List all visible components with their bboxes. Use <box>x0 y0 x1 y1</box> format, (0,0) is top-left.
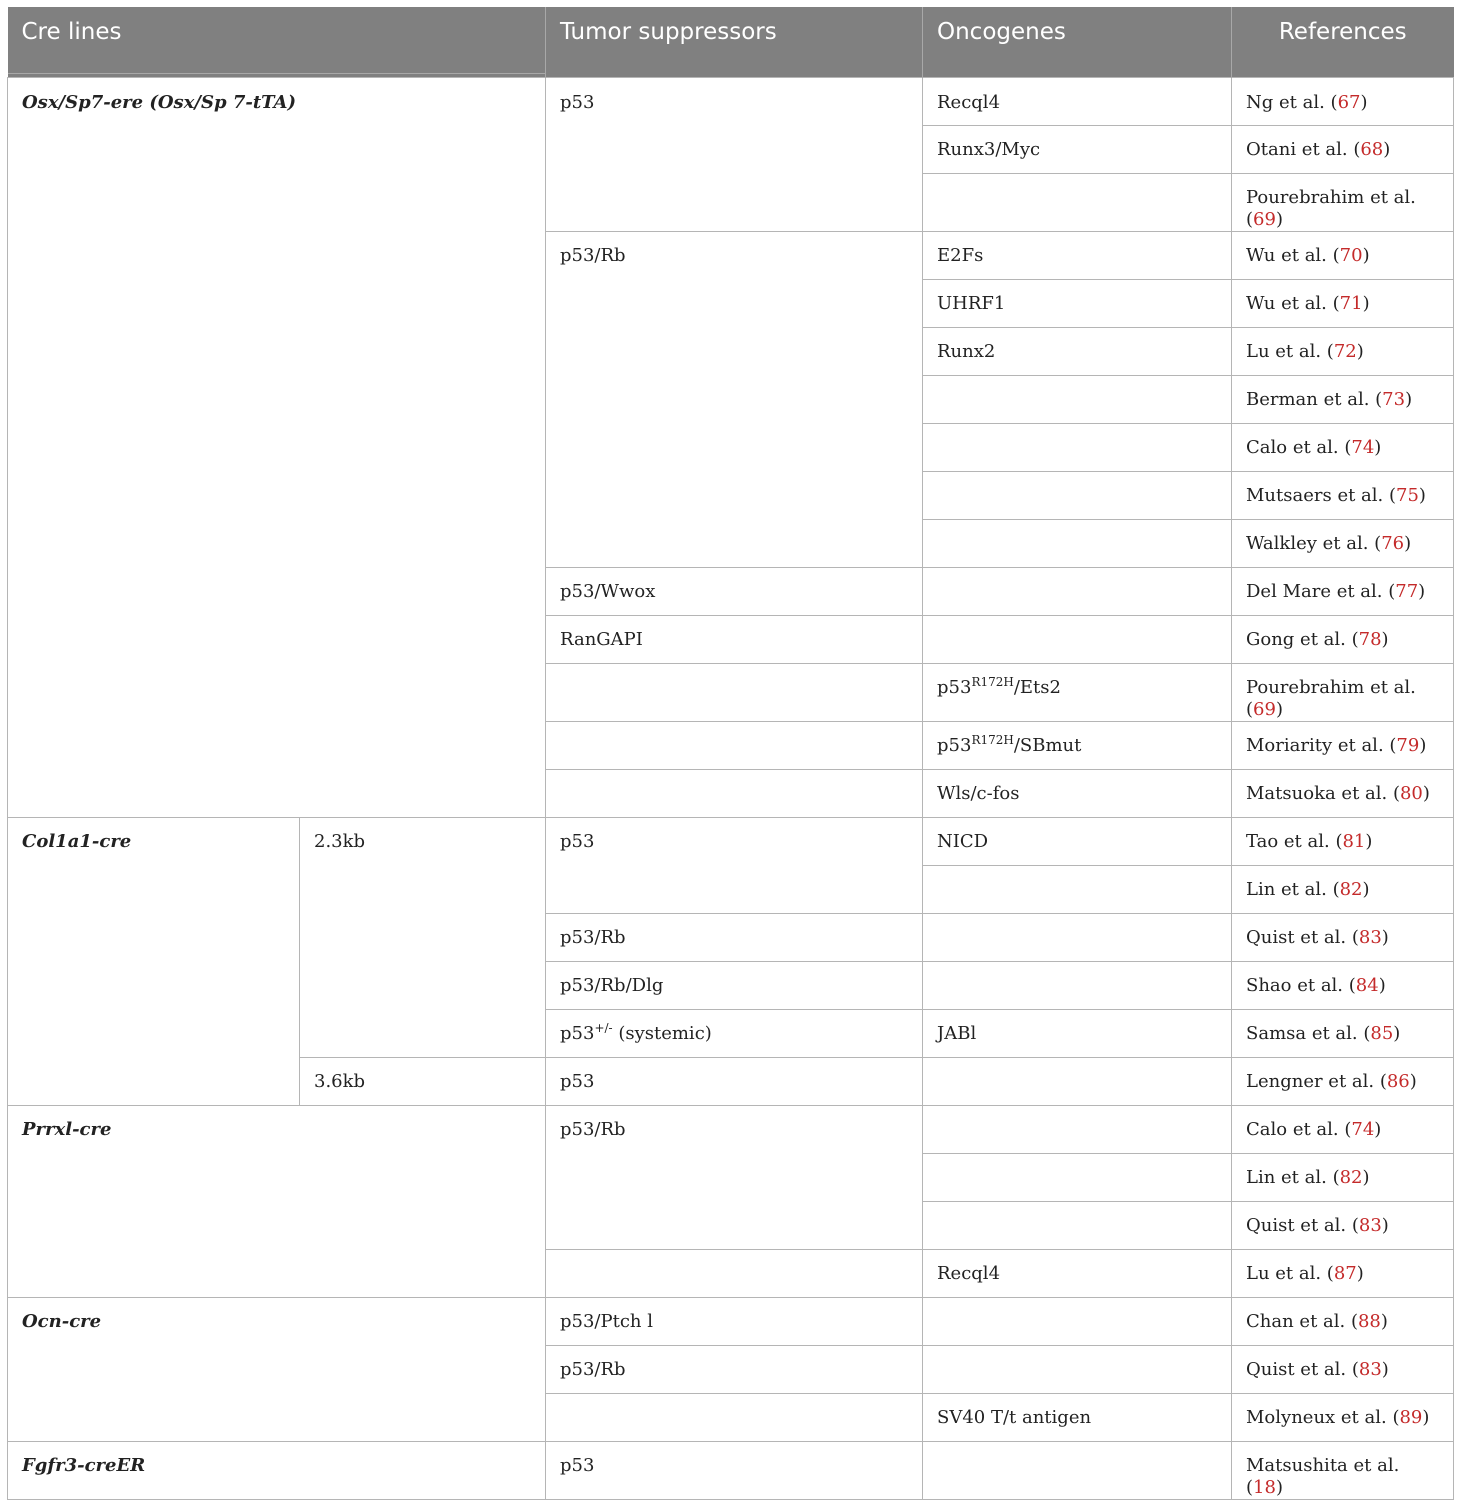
reference-author: Del Mare et al. ( <box>1246 580 1396 602</box>
oncogene-cell-empty <box>923 1441 1232 1499</box>
reference-link[interactable]: 74 <box>1351 1118 1375 1140</box>
reference-close: ) <box>1393 1022 1401 1044</box>
reference-close: ) <box>1275 208 1283 230</box>
reference-cell <box>1232 1153 1454 1201</box>
reference-close: ) <box>1383 138 1391 160</box>
reference-close: ) <box>1418 580 1426 602</box>
reference-cell <box>1232 327 1454 375</box>
reference-author: Chan et al. ( <box>1246 1310 1358 1332</box>
reference-link[interactable]: 74 <box>1351 436 1375 458</box>
reference-cell <box>1232 173 1454 231</box>
cre-lines-table <box>7 7 1454 1500</box>
reference-cell <box>1232 913 1454 961</box>
reference-close: ) <box>1356 340 1364 362</box>
tumor-suppressor-cell: p53/Rb/Dlg <box>546 961 923 1009</box>
table-row <box>8 1297 1454 1345</box>
tumor-suppressor-cell: p53 <box>546 1441 923 1499</box>
reference-author: Tao et al. ( <box>1246 830 1343 852</box>
reference-link[interactable]: 89 <box>1399 1406 1423 1428</box>
oncogene-cell-empty <box>923 1345 1232 1393</box>
header-oncogenes: Oncogenes <box>923 7 1232 77</box>
reference-author: Matsuoka et al. ( <box>1246 782 1400 804</box>
tumor-suppressor-cell: p53/Rb <box>546 1345 923 1393</box>
reference-close: ) <box>1365 830 1373 852</box>
reference-cell <box>1232 817 1454 865</box>
gene-note: (systemic) <box>612 1022 712 1044</box>
oncogene-cell <box>923 721 1232 769</box>
reference-cell <box>1232 1009 1454 1057</box>
reference-close: ) <box>1362 878 1370 900</box>
reference-author: Wu et al. ( <box>1246 244 1340 266</box>
reference-link[interactable]: 80 <box>1399 782 1423 804</box>
oncogene-cell-empty <box>923 1057 1232 1105</box>
reference-author: Mutsaers et al. ( <box>1246 484 1397 506</box>
table-row <box>8 77 1454 125</box>
reference-close: ) <box>1362 292 1370 314</box>
reference-cell <box>1232 519 1454 567</box>
oncogene-cell <box>923 663 1232 721</box>
reference-close: ) <box>1419 734 1427 756</box>
reference-link[interactable]: 82 <box>1339 878 1363 900</box>
oncogene-cell-empty <box>923 173 1232 231</box>
tumor-suppressor-cell: p53/Rb <box>546 231 923 567</box>
oncogene-cell-empty <box>923 1201 1232 1249</box>
reference-close: ) <box>1374 436 1382 458</box>
reference-cell <box>1232 423 1454 471</box>
reference-cell <box>1232 615 1454 663</box>
cre-line-col1a1: Col1a1-cre <box>8 817 300 1105</box>
reference-author: Molyneux et al. ( <box>1246 1406 1400 1428</box>
tumor-suppressor-cell-empty <box>546 769 923 817</box>
gene-base: p53 <box>937 676 972 698</box>
tumor-suppressor-cell: RanGAPI <box>546 615 923 663</box>
reference-link[interactable]: 68 <box>1360 138 1384 160</box>
reference-link[interactable]: 79 <box>1396 734 1420 756</box>
reference-close: ) <box>1381 1214 1389 1236</box>
table-row <box>8 817 1454 865</box>
reference-author: Walkley et al. ( <box>1246 532 1382 554</box>
reference-close: ) <box>1422 1406 1430 1428</box>
reference-cell <box>1232 1201 1454 1249</box>
table-row <box>8 1441 1454 1499</box>
reference-close: ) <box>1360 91 1368 113</box>
tumor-suppressor-cell: p53 <box>546 817 923 913</box>
table-body <box>8 77 1454 1499</box>
reference-link[interactable]: 84 <box>1355 974 1379 996</box>
reference-cell <box>1232 865 1454 913</box>
reference-cell <box>1232 125 1454 173</box>
reference-link[interactable]: 88 <box>1357 1310 1381 1332</box>
reference-close: ) <box>1381 926 1389 948</box>
oncogene-cell: Recql4 <box>923 77 1232 125</box>
reference-link[interactable]: 78 <box>1358 628 1382 650</box>
reference-author: Calo et al. ( <box>1246 436 1352 458</box>
reference-cell <box>1232 961 1454 1009</box>
reference-close: ) <box>1418 484 1426 506</box>
reference-link[interactable]: 86 <box>1386 1070 1410 1092</box>
reference-close: ) <box>1409 1070 1417 1092</box>
reference-close: ) <box>1381 628 1389 650</box>
tumor-suppressor-cell: p53/Ptch l <box>546 1297 923 1345</box>
reference-cell <box>1232 279 1454 327</box>
reference-author: Quist et al. ( <box>1246 1214 1359 1236</box>
reference-link[interactable]: 69 <box>1253 208 1276 230</box>
table-row <box>8 1105 1454 1153</box>
header-references: References <box>1232 7 1454 77</box>
tumor-suppressor-cell <box>546 1009 923 1057</box>
reference-author: Pourebrahim et al. ( <box>1246 676 1416 720</box>
reference-close: ) <box>1275 698 1283 720</box>
reference-link[interactable]: 70 <box>1339 244 1363 266</box>
reference-close: ) <box>1374 1118 1382 1140</box>
reference-author: Lin et al. ( <box>1246 878 1340 900</box>
reference-close: ) <box>1380 1310 1388 1332</box>
reference-author: Berman et al. ( <box>1246 388 1383 410</box>
tumor-suppressor-cell-empty <box>546 663 923 721</box>
reference-author: Otani et al. ( <box>1246 138 1361 160</box>
reference-cell <box>1232 769 1454 817</box>
reference-close: ) <box>1362 1166 1370 1188</box>
tumor-suppressor-cell: p53/Wwox <box>546 567 923 615</box>
reference-author: Matsushita et al. ( <box>1246 1454 1400 1498</box>
oncogene-cell-empty <box>923 961 1232 1009</box>
reference-link[interactable]: 18 <box>1253 1476 1276 1498</box>
reference-cell <box>1232 721 1454 769</box>
reference-author: Quist et al. ( <box>1246 1358 1359 1380</box>
tumor-suppressor-cell: p53 <box>546 1057 923 1105</box>
reference-link[interactable]: 83 <box>1358 926 1382 948</box>
oncogene-cell-empty <box>923 1153 1232 1201</box>
tumor-suppressor-cell-empty <box>546 1249 923 1297</box>
reference-cell <box>1232 1441 1454 1499</box>
oncogene-cell-empty <box>923 519 1232 567</box>
reference-cell <box>1232 1105 1454 1153</box>
reference-close: ) <box>1275 1476 1283 1498</box>
tumor-suppressor-cell: p53/Rb <box>546 913 923 961</box>
oncogene-cell-empty <box>923 471 1232 519</box>
oncogene-cell-empty <box>923 375 1232 423</box>
oncogene-cell: UHRF1 <box>923 279 1232 327</box>
reference-cell <box>1232 1345 1454 1393</box>
reference-author: Lu et al. ( <box>1246 340 1334 362</box>
reference-cell <box>1232 471 1454 519</box>
reference-link[interactable]: 76 <box>1381 532 1405 554</box>
oncogene-cell: JABl <box>923 1009 1232 1057</box>
header-tumor-suppressors: Tumor suppressors <box>546 7 923 77</box>
tumor-suppressor-cell: p53/Rb <box>546 1105 923 1249</box>
reference-close: ) <box>1404 532 1412 554</box>
reference-author: Lu et al. ( <box>1246 1262 1334 1284</box>
gene-base: p53 <box>937 734 972 756</box>
header-cre-lines: Cre lines <box>8 7 546 77</box>
oncogene-cell: NICD <box>923 817 1232 865</box>
oncogene-cell-empty <box>923 1105 1232 1153</box>
tumor-suppressor-cell-empty <box>546 1393 923 1441</box>
reference-author: Calo et al. ( <box>1246 1118 1352 1140</box>
reference-link[interactable]: 73 <box>1382 388 1406 410</box>
reference-link[interactable]: 77 <box>1395 580 1419 602</box>
reference-author: Lengner et al. ( <box>1246 1070 1387 1092</box>
reference-cell <box>1232 77 1454 125</box>
reference-link[interactable]: 82 <box>1339 1166 1363 1188</box>
reference-cell <box>1232 1393 1454 1441</box>
oncogene-cell: Recql4 <box>923 1249 1232 1297</box>
gene-mutation-superscript: R172H <box>971 674 1014 689</box>
reference-close: ) <box>1378 974 1386 996</box>
cre-line-fgfr3: Fgfr3-creER <box>8 1441 546 1499</box>
reference-author: Gong et al. ( <box>1246 628 1359 650</box>
promoter-size-cell: 2.3kb <box>300 817 546 1057</box>
reference-author: Quist et al. ( <box>1246 926 1359 948</box>
oncogene-cell-empty <box>923 423 1232 471</box>
reference-author: Shao et al. ( <box>1246 974 1356 996</box>
reference-close: ) <box>1381 1358 1389 1380</box>
reference-link[interactable]: 83 <box>1358 1358 1382 1380</box>
oncogene-cell: Runx3/Myc <box>923 125 1232 173</box>
reference-close: ) <box>1362 244 1370 266</box>
reference-author: Ng et al. ( <box>1246 91 1338 113</box>
cre-line-osx: Osx/Sp7-ere (Osx/Sp 7-tTA) <box>8 77 546 817</box>
reference-author: Pourebrahim et al. ( <box>1246 186 1416 230</box>
reference-link[interactable]: 67 <box>1337 91 1361 113</box>
oncogene-cell: Wls/c-fos <box>923 769 1232 817</box>
oncogene-cell-empty <box>923 865 1232 913</box>
reference-author: Moriarity et al. ( <box>1246 734 1397 756</box>
reference-close: ) <box>1422 782 1430 804</box>
reference-cell <box>1232 375 1454 423</box>
reference-cell <box>1232 663 1454 721</box>
reference-link[interactable]: 71 <box>1339 292 1363 314</box>
reference-cell <box>1232 1297 1454 1345</box>
reference-cell <box>1232 231 1454 279</box>
reference-author: Samsa et al. ( <box>1246 1022 1371 1044</box>
tumor-suppressor-cell: p53 <box>546 77 923 231</box>
gene-genotype-superscript: +/- <box>594 1020 613 1035</box>
table-header <box>8 7 1454 77</box>
tumor-suppressor-cell-empty <box>546 721 923 769</box>
gene-partner: /Ets2 <box>1013 676 1061 698</box>
gene-partner: /SBmut <box>1013 734 1082 756</box>
cre-line-prrxl: Prrxl-cre <box>8 1105 546 1297</box>
reference-cell <box>1232 567 1454 615</box>
reference-link[interactable]: 83 <box>1358 1214 1382 1236</box>
reference-close: ) <box>1405 388 1413 410</box>
gene-base: p53 <box>560 1022 595 1044</box>
reference-link[interactable]: 69 <box>1253 698 1276 720</box>
reference-link[interactable]: 85 <box>1370 1022 1394 1044</box>
reference-cell <box>1232 1249 1454 1297</box>
oncogene-cell-empty <box>923 1297 1232 1345</box>
oncogene-cell-empty <box>923 615 1232 663</box>
reference-author: Wu et al. ( <box>1246 292 1340 314</box>
oncogene-cell-empty <box>923 567 1232 615</box>
cre-line-ocn: Ocn-cre <box>8 1297 546 1441</box>
promoter-size-cell: 3.6kb <box>300 1057 546 1105</box>
reference-link[interactable]: 81 <box>1342 830 1366 852</box>
reference-link[interactable]: 75 <box>1396 484 1419 506</box>
gene-mutation-superscript: R172H <box>971 732 1014 747</box>
reference-author: Lin et al. ( <box>1246 1166 1340 1188</box>
oncogene-cell-empty <box>923 913 1232 961</box>
reference-cell <box>1232 1057 1454 1105</box>
reference-link[interactable]: 87 <box>1333 1262 1357 1284</box>
oncogene-cell: Runx2 <box>923 327 1232 375</box>
oncogene-cell: SV40 T/t antigen <box>923 1393 1232 1441</box>
reference-close: ) <box>1356 1262 1364 1284</box>
reference-link[interactable]: 72 <box>1333 340 1357 362</box>
oncogene-cell: E2Fs <box>923 231 1232 279</box>
